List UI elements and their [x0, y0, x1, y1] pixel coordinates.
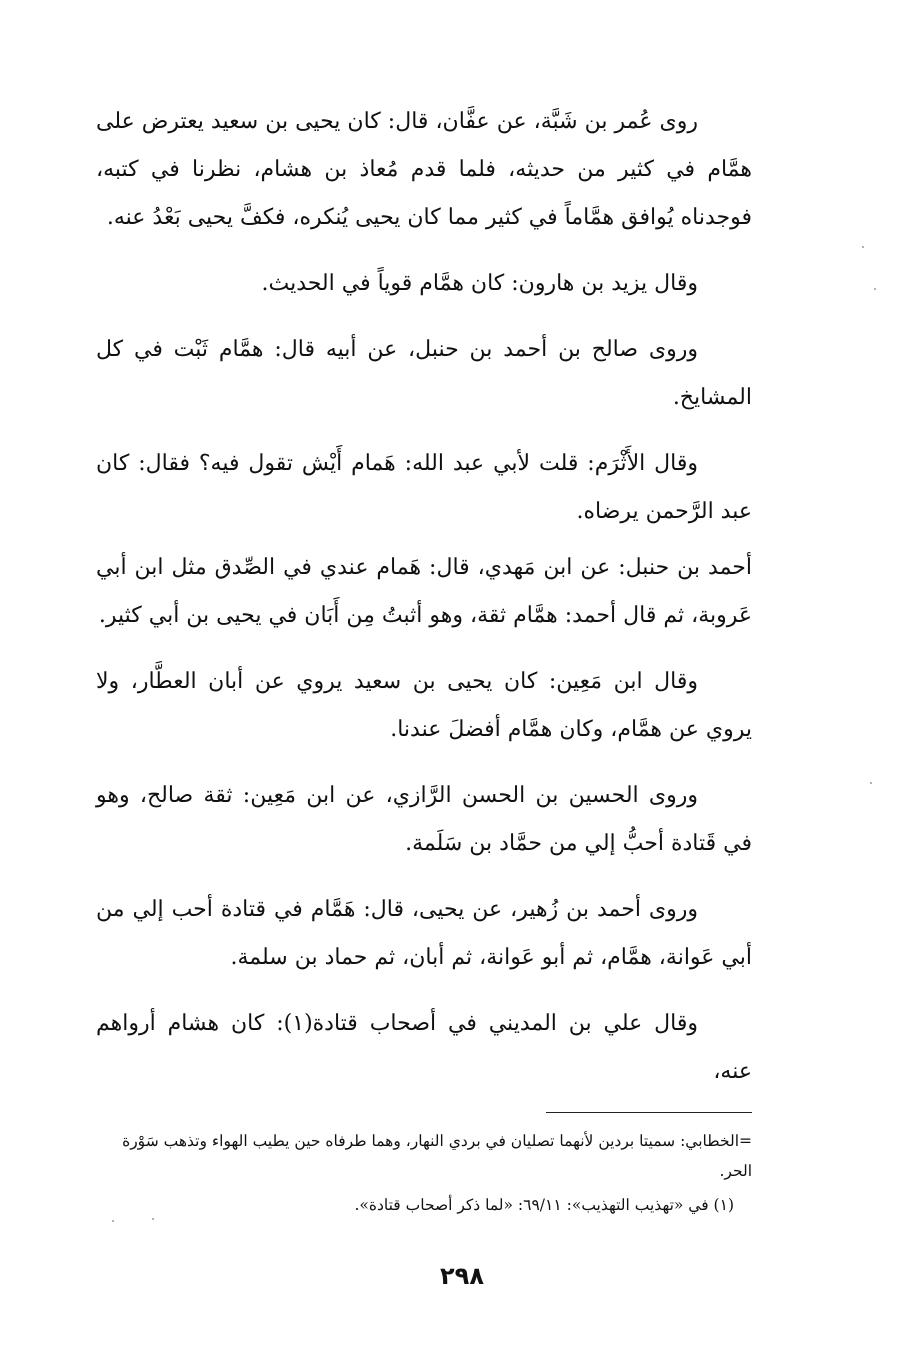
paragraph-ibn-main: وقال ابن مَعِين: كان يحيى بن سعيد يروي عن أبان العطَّار، ولا يروي عن همَّام، وكان همَّام أفضلَ عندنا.	[96, 669, 752, 742]
footnotes	[92, 1126, 752, 1224]
scan-speck	[112, 1220, 114, 1222]
paragraph-ahmad-ibn-zuhayr: وروى أحمد بن زُهير، عن يحيى، قال: هَمَّام في قتادة أحب إلي من أبي عَوانة، همَّام، ثم أبو عَوانة، ثم أبان، ثم حماد بن سلمة.	[96, 897, 752, 970]
paragraph-al-athram: وقال الأَثْرَم: قلت لأبي عبد الله: هَمام أَيْش تقول فيه؟ فقال: كان عبد الرَّحمن يرضاه.	[96, 451, 752, 524]
scan-speck	[874, 288, 876, 290]
paragraph-ahmad-ibn-hanbal: أحمد بن حنبل: عن ابن مَهدي، قال: هَمام عندي في الصِّدق مثل ابن أبي عَروبة، ثم قال أحمد: همَّام ثقة، وهو أثبتُ مِن أَبَان في يحيى بن أبي كثير.	[96, 555, 752, 628]
scan-speck	[862, 246, 864, 248]
scan-speck	[870, 782, 872, 784]
footnote-1: (١) في «تهذيب التهذيب»: ٦٩/١١: «لما ذكر أصحاب قتادة».	[354, 1196, 734, 1214]
paragraph-salih-ibn-ahmad: وروى صالح بن أحمد بن حنبل، عن أبيه قال: همَّام ثَبْت في كل المشايخ.	[96, 337, 752, 410]
paragraph-yazid-ibn-harun: وقال يزيد بن هارون: كان همَّام قوياً في الحديث.	[261, 271, 698, 296]
page-number: ٢٩٨	[440, 1262, 484, 1290]
footnote-continued: =الخطابي: سميتا بردين لأنهما تصليان في بردي النهار، وهما طرفاه حين يطيب الهواء وتذهب سَوْرة الحر.	[122, 1132, 752, 1180]
main-text	[96, 98, 752, 1114]
paragraph-al-husayn-al-razi: وروى الحسين بن الحسن الرَّازي، عن ابن مَعِين: ثقة صالح، وهو في قَتادة أحبُّ إلي من حمَّاد بن سَلَمة.	[96, 783, 752, 856]
paragraph-umar-ibn-shabba: روى عُمر بن شَبَّة، عن عفَّان، قال: كان يحيى بن سعيد يعترض على همَّام في كثير من حديثه، فلما قدم مُعاذ بن هشام، نظرنا في كتبه، فوجدناه يُوافق همَّاماً في كثير مما كان يحيى يُنكره، فكفَّ يحيى بَعْدُ عنه.	[96, 109, 752, 230]
footnote-divider	[546, 1112, 752, 1113]
scan-speck	[152, 1218, 154, 1220]
paragraph-ali-ibn-al-madini: وقال علي بن المديني في أصحاب قتادة(١): كان هشام أرواهم عنه،	[96, 1011, 752, 1084]
